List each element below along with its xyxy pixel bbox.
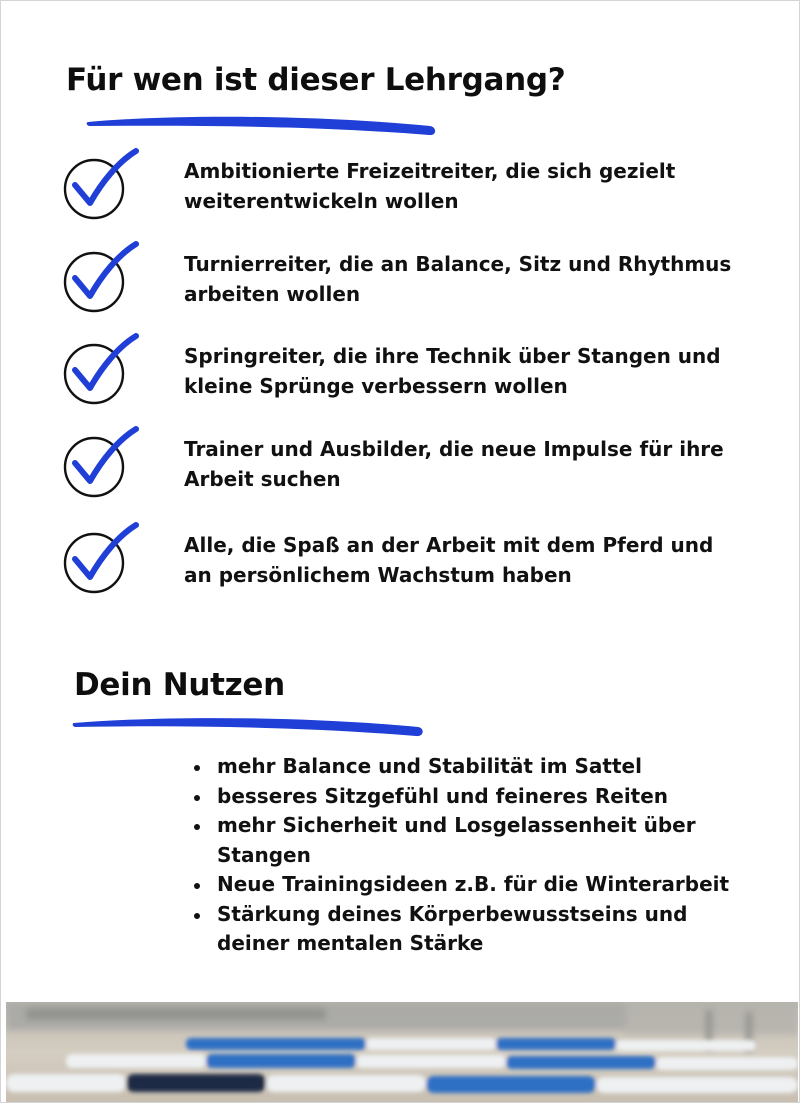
title-underline-brushstroke <box>86 112 438 142</box>
list-item <box>190 811 750 870</box>
benefits-list <box>190 752 750 959</box>
section-title-benefits: Dein Nutzen <box>74 667 285 703</box>
riding-poles-photo <box>6 1002 798 1102</box>
list-item <box>190 900 750 959</box>
section-title-target-group: Für wen ist dieser Lehrgang? <box>66 62 566 98</box>
checklist-item <box>60 148 740 228</box>
list-item-text: mehr Balance und Stabilität im Sattel <box>217 754 642 778</box>
bullet-dot <box>194 913 200 919</box>
list-item-text: mehr Sicherheit und Losgelassenheit über Stangen <box>217 813 696 867</box>
checkmark-circle-icon <box>60 426 140 506</box>
bullet-dot <box>194 883 200 889</box>
checklist-item <box>60 522 740 602</box>
checklist-item <box>60 241 740 321</box>
list-item-text: Neue Trainingsideen z.B. für die Winterarbeit <box>217 872 730 896</box>
list-item <box>190 782 750 812</box>
bullet-dot <box>194 765 200 771</box>
checklist-item-text: Turnierreiter, die an Balance, Sitz und Rhythmus arbeiten wollen <box>184 252 732 306</box>
list-item <box>190 752 750 782</box>
list-item-text: Stärkung deines Körperbewusstseins und deiner mentalen Stärke <box>217 901 688 955</box>
bullet-dot <box>194 795 200 801</box>
checklist-item <box>60 333 740 413</box>
riding-poles-image <box>6 1002 798 1102</box>
checkmark-circle-icon <box>60 241 140 321</box>
list-item-text: besseres Sitzgefühl und feineres Reiten <box>217 783 669 808</box>
bullet-dot <box>194 824 200 830</box>
checkmark-circle-icon <box>60 148 140 228</box>
checklist-item-text: Trainer und Ausbilder, die neue Impulse für ihre Arbeit suchen <box>184 437 724 491</box>
checklist-item <box>60 426 740 506</box>
checkmark-circle-icon <box>60 522 140 602</box>
list-item <box>190 870 750 900</box>
title-underline-brushstroke <box>72 712 426 742</box>
checkmark-circle-icon <box>60 333 140 413</box>
checklist-item-text: Springreiter, die ihre Technik über Stangen und kleine Sprünge verbessern wollen <box>184 344 721 398</box>
checklist-item-text: Ambitionierte Freizeitreiter, die sich gezielt weiterentwickeln wollen <box>184 159 676 213</box>
checklist-item-text: Alle, die Spaß an der Arbeit mit dem Pferd und an persönlichem Wachstum haben <box>184 533 714 587</box>
